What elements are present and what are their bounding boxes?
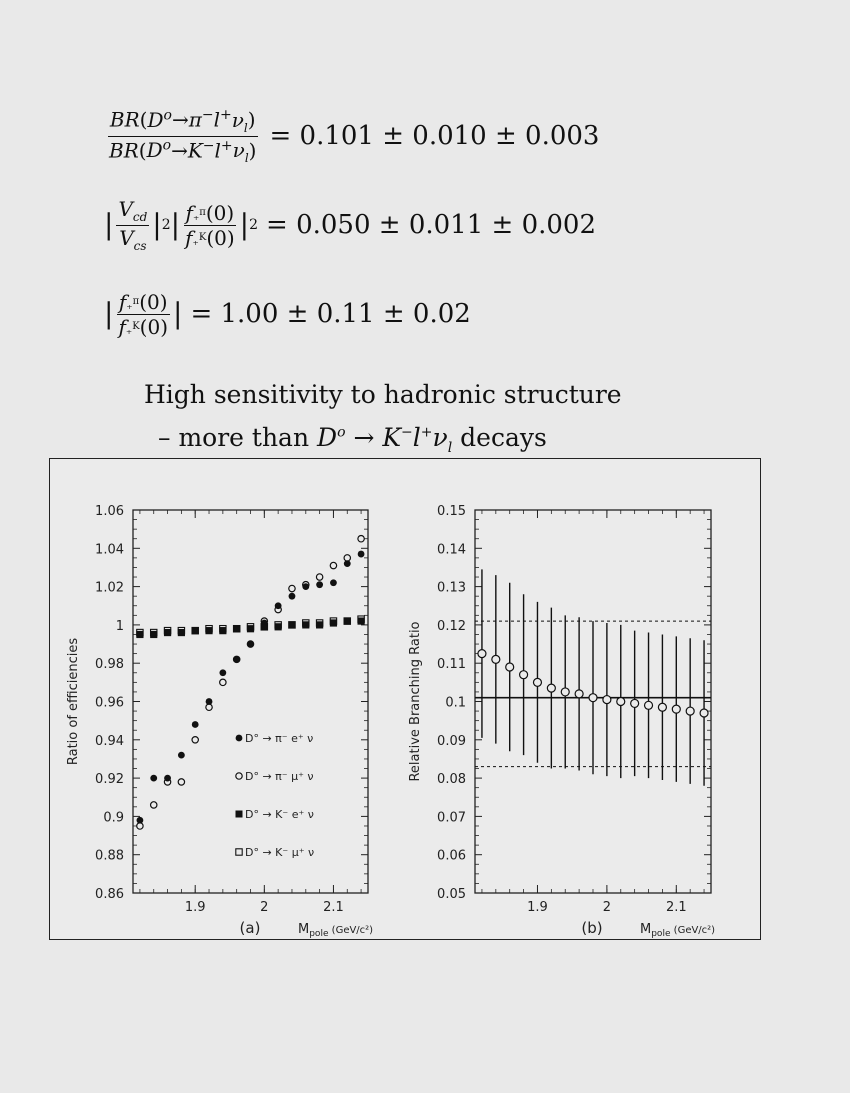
- point-pi-mu: [220, 679, 226, 685]
- x-axis-label-a: $M_{pole}$ $^{(GeV/c^2)}$: [298, 922, 374, 939]
- y-tick-label-b: 0.05: [437, 887, 466, 902]
- data-point: [603, 696, 611, 704]
- data-point: [672, 705, 680, 713]
- y-tick-label-b: 0.11: [437, 657, 466, 673]
- point-k-e: [288, 621, 295, 628]
- point-k-e: [233, 625, 240, 632]
- x-tick-label-b: 2: [602, 900, 612, 915]
- legend-marker-pi-e: [236, 735, 243, 742]
- branching-ratio-fraction: $\frac{BR(D^o\to\pi^-l^+\nu_l)}{BR(D^o\to K^-l^+\nu_l)}$: [109, 106, 257, 166]
- x-tick-label-a: 2: [260, 900, 269, 915]
- point-pi-e: [330, 579, 337, 586]
- equations-block: [0, 0, 850, 460]
- x-tick-label-a: 1.9: [184, 900, 206, 915]
- point-k-e: [330, 619, 337, 626]
- point-pi-mu: [137, 823, 143, 829]
- point-pi-mu: [178, 779, 184, 785]
- headline-line2: – more than $D^o \to K^-l^+\nu_l$ decays: [158, 422, 547, 456]
- point-k-e: [136, 631, 143, 638]
- point-pi-mu: [330, 562, 336, 568]
- figure-svg: [50, 459, 762, 941]
- panel-label-b: (b): [581, 919, 603, 937]
- legend-entry: D° → K⁻ e⁺ ν: [245, 808, 314, 821]
- headline-line1: High sensitivity to hadronic structure: [144, 380, 622, 409]
- panel-b: [408, 504, 715, 939]
- point-pi-mu: [192, 737, 198, 743]
- y-tick-label-a: 0.96: [95, 695, 124, 711]
- legend-marker-pi-mu: [236, 773, 242, 779]
- y-tick-label-b: 0.09: [437, 733, 466, 749]
- point-k-e: [205, 627, 212, 634]
- point-k-e: [164, 629, 171, 636]
- equation-branching-ratio: [104, 104, 599, 168]
- equation-3-value: = 1.00 ± 0.11 ± 0.02: [190, 299, 471, 329]
- point-k-e: [261, 623, 268, 630]
- point-k-e: [178, 629, 185, 636]
- legend-entry: D° → π⁻ μ⁺ ν: [245, 770, 314, 783]
- x-tick-label-b: 2.1: [665, 900, 687, 915]
- legend-entry: D° → π⁻ e⁺ ν: [245, 732, 314, 745]
- data-point: [700, 709, 708, 717]
- y-tick-label-b: 0.08: [437, 772, 466, 788]
- point-pi-e: [219, 669, 226, 676]
- point-pi-mu: [151, 802, 157, 808]
- data-point: [533, 678, 541, 686]
- y-tick-label-a: 0.86: [95, 887, 124, 902]
- point-pi-e: [289, 593, 296, 600]
- y-tick-label-a: 1.04: [95, 542, 124, 558]
- data-point: [492, 655, 500, 663]
- point-k-e: [192, 627, 199, 634]
- y-axis-label-b: Relative Branching Ratio: [408, 621, 423, 782]
- data-point: [686, 707, 694, 715]
- y-tick-label-b: 0.06: [437, 848, 466, 864]
- y-tick-label-a: 0.9: [103, 810, 124, 826]
- data-point: [478, 650, 486, 658]
- point-pi-e: [150, 775, 157, 782]
- point-k-e: [316, 621, 323, 628]
- point-k-e: [344, 617, 351, 624]
- legend-marker-k-e: [236, 811, 243, 818]
- y-tick-label-b: 0.14: [437, 542, 466, 558]
- point-pi-mu: [206, 704, 212, 710]
- point-k-e: [150, 631, 157, 638]
- y-tick-label-a: 0.98: [95, 657, 124, 673]
- panel-label-a: (a): [239, 919, 261, 937]
- headline: [144, 374, 622, 460]
- point-pi-mu: [344, 555, 350, 561]
- y-tick-label-b: 0.13: [437, 580, 466, 596]
- data-point: [547, 684, 555, 692]
- point-k-e: [302, 621, 309, 628]
- y-tick-label-a: 0.88: [95, 848, 124, 864]
- y-tick-label-a: 0.94: [95, 733, 124, 749]
- point-k-e: [357, 617, 364, 624]
- panel-a: [66, 504, 373, 939]
- point-k-e: [275, 623, 282, 630]
- point-pi-e: [192, 721, 199, 728]
- legend-marker-k-mu: [236, 849, 242, 855]
- point-pi-mu: [316, 574, 322, 580]
- y-tick-label-b: 0.12: [437, 618, 466, 634]
- point-k-e: [219, 627, 226, 634]
- y-tick-label-b: 0.1: [445, 695, 466, 711]
- y-tick-label-b: 0.07: [437, 810, 466, 826]
- data-point: [520, 671, 528, 679]
- data-point: [575, 690, 583, 698]
- point-pi-mu: [289, 585, 295, 591]
- x-tick-label-a: 2.1: [323, 900, 344, 915]
- point-k-e: [247, 625, 254, 632]
- y-tick-label-a: 1.06: [95, 504, 124, 519]
- data-point: [617, 698, 625, 706]
- y-tick-label-a: 1: [115, 618, 124, 634]
- x-tick-label-b: 1.9: [527, 900, 548, 915]
- x-axis-label-b: $M_{pole}$ $^{(GeV/c^2)}$: [640, 922, 716, 939]
- plot-frame-a: [133, 510, 368, 893]
- figure-frame: [49, 458, 761, 940]
- y-tick-label-a: 0.92: [95, 772, 124, 788]
- point-pi-e: [178, 752, 185, 759]
- data-point: [631, 699, 639, 707]
- legend-entry: D° → K⁻ μ⁺ ν: [245, 846, 315, 859]
- data-point: [506, 663, 514, 671]
- data-point: [645, 701, 653, 709]
- equation-2-value: = 0.050 ± 0.011 ± 0.002: [266, 210, 597, 240]
- y-tick-label-a: 1.02: [95, 580, 124, 596]
- equation-ckm-ratio: | $\frac{V_{cd}}{V_{cs}}$ | 2 | $\frac{f_+^\pi(0)}{f_+^K(0)}$ | 2 = 0.050 ± 0.011 ± 0.002: [104, 196, 597, 253]
- equation-1-value: = 0.101 ± 0.010 ± 0.003: [269, 121, 600, 151]
- data-point: [658, 703, 666, 711]
- data-point: [589, 694, 597, 702]
- equation-form-factor-ratio: | $\frac{f_+^\pi(0)}{f_+^K(0)}$ | = 1.00 ± 0.11 ± 0.02: [104, 289, 471, 339]
- y-tick-label-b: 0.15: [437, 504, 466, 519]
- point-pi-mu: [358, 536, 364, 542]
- y-axis-label-a: Ratio of efficiencies: [66, 637, 81, 766]
- data-point: [561, 688, 569, 696]
- point-pi-e: [358, 551, 365, 558]
- point-pi-e: [316, 581, 323, 588]
